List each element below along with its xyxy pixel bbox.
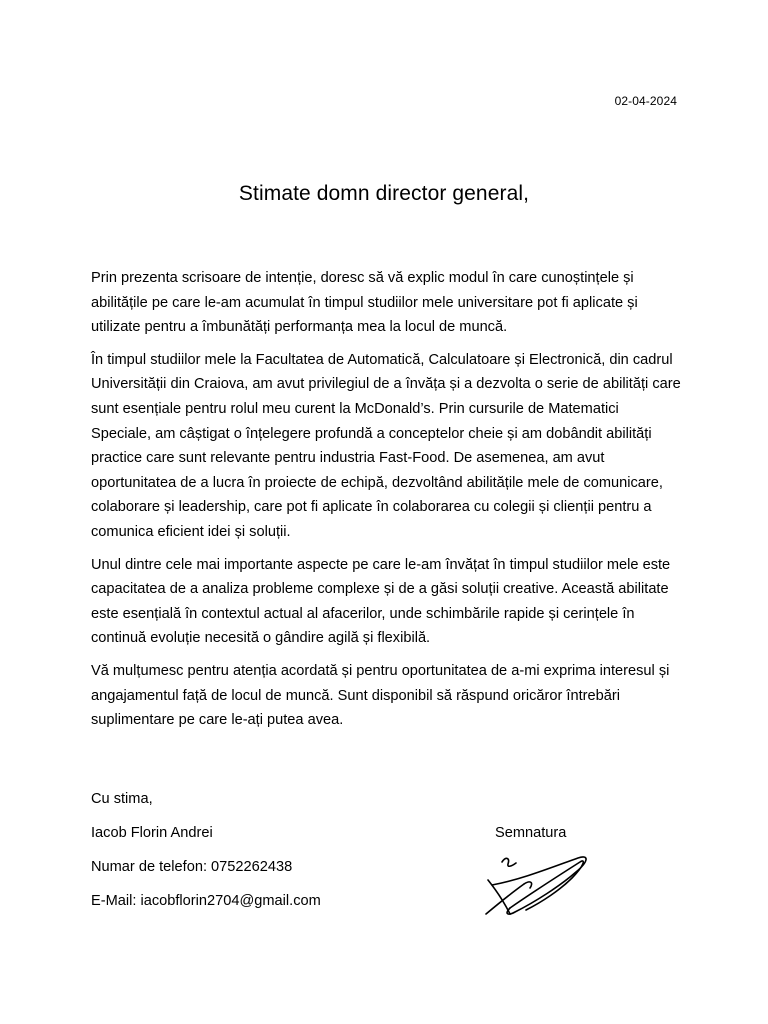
signature-label: Semnatura (495, 825, 567, 841)
sender-phone: Numar de telefon: 0752262438 (91, 859, 293, 875)
salutation: Stimate domn director general, (238, 182, 530, 205)
paragraph-thanks: Vă mulțumesc pentru atenția acordată și pentru oportunitatea de a-mi exprima interesul și angajamentul față de locul de muncă. Sunt disponibil să răspund oricăror întrebări suplimentare pe care le-ați putea avea. (91, 662, 670, 729)
letter-body (91, 266, 681, 741)
letter-date: 02-04-2024 (614, 94, 677, 108)
sender-name: Iacob Florin Andrei (91, 825, 213, 841)
sender-email: E-Mail: iacobflorin2704@gmail.com (91, 893, 321, 909)
paragraph-skills: Unul dintre cele mai importante aspecte pe care le-am învățat în timpul studiilor mele este capacitatea de a analiza probleme complexe și de a găsi soluții creative. Această abilitate este esențială în contextul actual al afacerilor, unde schimbările rapide și cerințele în continuă evoluție necesită o gândire agilă și flexibilă. (91, 556, 671, 647)
paragraph-studies: În timpul studiilor mele la Facultatea de Automatică, Calculatoare și Electronică, din cadrul Universității din Craiova, am avut privilegiul de a învăța și a dezvolta o serie de abilități care sunt esențiale pentru rolul meu curent la McDonald’s. Prin cursurile de Matematici Speciale, am câștigat o înțelegere profundă a conceptelor cheie și am dobândit abilități practice care sunt relevante pentru industria Fast-Food. De asemenea, am avut oportunitatea de a lucra în proiecte de echipă, dezvoltând abilitățile mele de comunicare, colaborare și leadership, care pot fi aplicate în colaborarea cu colegii și clienții pentru a comunica eficient idei și soluții. (91, 351, 681, 540)
signature-icon (480, 850, 595, 920)
paragraph-intro: Prin prezenta scrisoare de intenție, doresc să vă explic modul în care cunoștințele și abilitățile pe care le-am acumulat în timpul studiilor mele universitare pot fi aplicate și utilizate pentru a îmbunătăți performanța mea la locul de muncă. (91, 270, 638, 336)
closing-greeting: Cu stima, (91, 791, 153, 807)
